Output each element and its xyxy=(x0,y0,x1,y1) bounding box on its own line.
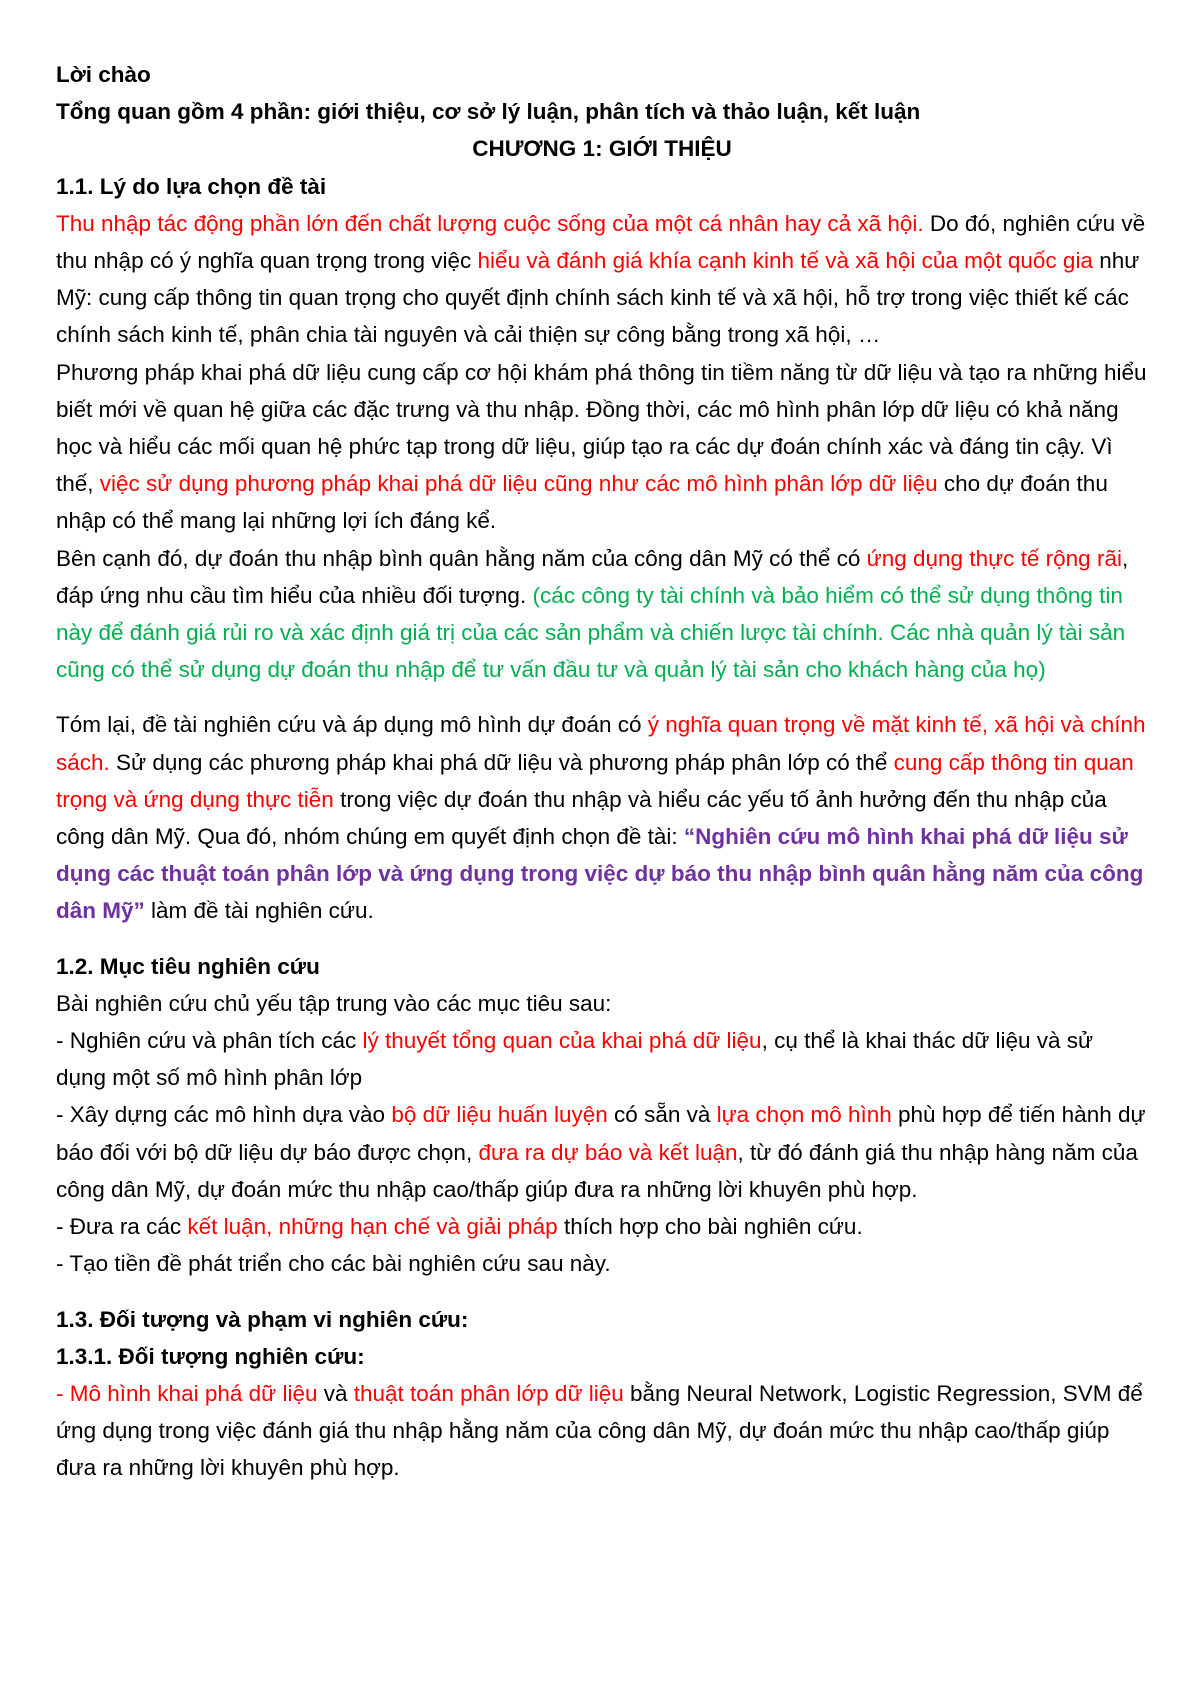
spacer xyxy=(56,688,1148,706)
section-1-2-intro: Bài nghiên cứu chủ yếu tập trung vào các mục tiêu sau: xyxy=(56,990,612,1016)
text-run: cho dự đoán thu nhập có thể mang lại những lợi ích đáng kể. xyxy=(56,471,1108,534)
text-run: thuật toán phân lớp dữ liệu xyxy=(353,1380,624,1406)
text-run: việc sử dụng phương pháp khai phá dữ liệu cũng như các mô hình phân lớp dữ liệu xyxy=(99,471,938,497)
text-run: cung cấp thông tin quan trọng và ứng dụng thực tiễn xyxy=(56,749,1134,812)
section-1-1-paragraph-3 xyxy=(56,540,1148,689)
section-1-2-title: 1.2. Mục tiêu nghiên cứu xyxy=(56,953,320,979)
text-run: (các công ty tài chính và bảo hiểm có thể sử dụng thông tin này để đánh giá rủi ro và xác định giá trị của các sản phẩm và chiến lược tài chính. Các nhà quản lý tài sản cũng có thể sử dụng dự đoán thu nhập để tư vấn đầu tư và quản lý tài sản cho khách hàng của họ) xyxy=(56,582,1126,683)
spacer xyxy=(56,1283,1148,1301)
text-run: - Đưa ra các xyxy=(56,1214,188,1240)
section-1-3-1-title: 1.3.1. Đối tượng nghiên cứu: xyxy=(56,1343,365,1369)
section-1-3-title: 1.3. Đối tượng và phạm vi nghiên cứu: xyxy=(56,1306,469,1332)
section-1-1-title: 1.1. Lý do lựa chọn đề tài xyxy=(56,173,327,199)
text-run: phù hợp để tiến hành dự báo đối với bộ dữ liệu dự báo được chọn, xyxy=(56,1102,1146,1165)
text-run: - Nghiên cứu và phân tích các xyxy=(56,1028,363,1054)
text-run: lý thuyết tổng quan của khai phá dữ liệu xyxy=(362,1028,762,1054)
chapter-title: CHƯƠNG 1: GIỚI THIỆU xyxy=(472,136,732,162)
document-page xyxy=(56,56,1148,1487)
text-run: Mô hình khai phá dữ liệu xyxy=(69,1380,318,1406)
section-1-2-bullet-1 xyxy=(56,1022,1148,1096)
section-1-2-bullet-4: - Tạo tiền đề phát triển cho các bài nghiên cứu sau này. xyxy=(56,1251,611,1277)
text-run: Phương pháp khai phá dữ liệu cung cấp cơ hội khám phá thông tin tiềm năng từ dữ liệu và tạo ra những hiểu biết mới về quan hệ giữa các đặc trưng và thu nhập. Đồng thời, các mô hình phân lớp dữ liệu có khả năng học và hiểu các mối quan hệ phức tạp trong dữ liệu, giúp tạo ra các dự đoán chính xác và đáng tin cậy. Vì thế, xyxy=(56,359,1147,497)
text-run: Thu nhập tác động phần lớn đến chất lượng cuộc sống của một cá nhân hay cả xã hội. xyxy=(56,210,924,236)
text-run: làm đề tài nghiên cứu. xyxy=(144,898,374,924)
section-1-1-paragraph-2 xyxy=(56,354,1148,540)
text-run: , từ đó đánh giá thu nhập hàng năm của công dân Mỹ, dự đoán mức thu nhập cao/thấp giúp đưa ra những lời khuyên phù hợp. xyxy=(56,1139,1138,1202)
text-run: Tóm lại, đề tài nghiên cứu và áp dụng mô hình dự đoán có xyxy=(56,712,648,738)
text-run: , cụ thể là khai thác dữ liệu và sử dụng một số mô hình phân lớp xyxy=(56,1028,1094,1091)
text-run: ý nghĩa quan trọng về mặt kinh tế, xã hội và chính sách. xyxy=(56,712,1146,775)
text-run: kết luận, những hạn chế và giải pháp xyxy=(187,1214,558,1240)
overview: Tổng quan gồm 4 phần: giới thiệu, cơ sở lý luận, phân tích và thảo luận, kết luận xyxy=(56,99,921,125)
text-run: hiểu và đánh giá khía cạnh kinh tế và xã hội của một quốc gia xyxy=(477,248,1093,274)
text-run: - xyxy=(56,1380,70,1406)
text-run: có sẵn và xyxy=(607,1102,717,1128)
section-1-1-paragraph-1 xyxy=(56,205,1148,354)
text-run: , đáp ứng nhu cầu tìm hiểu của nhiều đối tượng. xyxy=(56,545,1129,608)
text-run: như Mỹ: cung cấp thông tin quan trọng cho quyết định chính sách kinh tế và xã hội, hỗ trợ trong việc thiết kế các chính sách kinh tế, phân chia tài nguyên và cải thiện sự công bằng trong xã hội, … xyxy=(56,248,1140,348)
text-run: đưa ra dự báo và kết luận xyxy=(478,1139,738,1165)
text-run: Sử dụng các phương pháp khai phá dữ liệu và phương pháp phân lớp có thể xyxy=(109,749,894,775)
section-1-2-bullet-3 xyxy=(56,1208,1148,1245)
text-run: ứng dụng thực tế rộng rãi xyxy=(866,545,1122,571)
section-1-1-paragraph-4 xyxy=(56,706,1148,929)
text-run: “Nghiên cứu mô hình khai phá dữ liệu sử dụng các thuật toán phân lớp và ứng dụng trong việc dự báo thu nhập bình quân hằng năm của công dân Mỹ” xyxy=(56,824,1144,924)
text-run: - Xây dựng các mô hình dựa vào xyxy=(56,1102,392,1128)
text-run: bằng Neural Network, Logistic Regression, SVM để ứng dụng trong việc đánh giá thu nhập hằng năm của công dân Mỹ, dự đoán mức thu nhập cao/thấp giúp đưa ra những lời khuyên phù hợp. xyxy=(56,1380,1143,1481)
text-run: bộ dữ liệu huấn luyện xyxy=(391,1102,608,1128)
spacer xyxy=(56,930,1148,948)
text-run: lựa chọn mô hình xyxy=(716,1102,892,1128)
text-run: và xyxy=(317,1380,354,1406)
section-1-3-1-bullet-1 xyxy=(56,1375,1148,1487)
text-run: thích hợp cho bài nghiên cứu. xyxy=(557,1214,863,1240)
greeting: Lời chào xyxy=(56,62,151,87)
text-run: Bên cạnh đó, dự đoán thu nhập bình quân hằng năm của công dân Mỹ có thể có xyxy=(56,545,867,571)
section-1-2-bullet-2 xyxy=(56,1096,1148,1208)
text-run: trong việc dự đoán thu nhập và hiểu các yếu tố ảnh hưởng đến thu nhập của công dân Mỹ. Qua đó, nhóm chúng em quyết định chọn đề tài: xyxy=(56,786,1107,850)
text-run: Do đó, nghiên cứu về thu nhập có ý nghĩa quan trọng trong việc xyxy=(56,210,1146,274)
